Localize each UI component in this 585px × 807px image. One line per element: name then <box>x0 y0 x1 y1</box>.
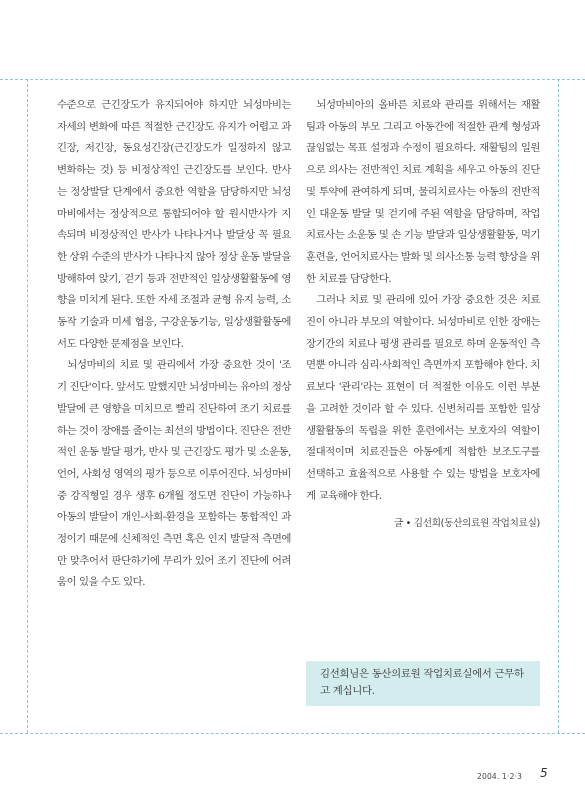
right-dashed-border <box>558 79 559 733</box>
issue-date: 2004. 1·2·3 <box>477 772 523 781</box>
paragraph: 뇌성마비의 치료 및 관리에서 가장 중요한 것이 '조기 진단'이다. 앞서도 말했지만 뇌성마비는 유아의 정상 발달에 큰 영향을 미치므로 빨리 진단하여 조기 치료를 하는 것이 장애를 줄이는 최선의 방법이다. 진단은 전반적인 운동 발달 평가, 반사 및 근긴장도 평가 및 소운동, 언어, 사회성 영역의 평가 등으로 이루어진다. 뇌성마비 중 강직형일 경우 생후 6개월 정도면 진단이 가능하나 아동의 발달이 개인-사회-환경을 포함하는 통합적인 과정이기 때문에 신체적인 측면 혹은 인지 발달적 측면에만 맞추어서 판단하기에 무리가 있어 조기 진단에 어려움이 있을 수도 있다. <box>57 359 291 589</box>
top-dashed-border <box>0 79 585 80</box>
bottom-dashed-border <box>0 733 585 734</box>
right-column <box>306 95 540 535</box>
paragraph: 수준으로 근긴장도가 유지되어야 하지만 뇌성마비는 자세의 변화에 따른 적절한 근긴장도 유지가 어렵고 과긴장, 저긴장, 동요성긴장(근긴장도가 일정하지 않고 변화하는 것) 등 비정상적인 근긴장도를 보인다. 반사는 정상발달 단계에서 중요한 역할을 담당하지만 뇌성마비에서는 정상적으로 통합되어야 할 원시반사가 지속되며 비정상적인 반사가 나타나거나 발달상 꼭 필요한 상위 수준의 반사가 나타나지 않아 정상 운동 발달을 방해하여 앉기, 걷기 등과 전반적인 일상생활활동에 영향을 미치게 된다. 또한 자세 조절과 균형 유지 능력, 소동작 기술과 미세 협응, 구강운동기능, 일상생활활동에서도 다양한 문제점을 보인다. <box>57 99 291 350</box>
paragraph: 뇌성마비아의 올바른 치료와 관리를 위해서는 재활팀과 아동의 부모 그리고 아동간에 적절한 관계 형성과 끊임없는 목표 설정과 수정이 필요하다. 재활팀의 일원으로 의사는 전반적인 치료 계획을 세우고 아동의 진단 및 투약에 관여하게 되며, 물리치료사는 아동의 전반적인 대운동 발달 및 걷기에 주된 역할을 담당하며, 작업치료사는 소운동 및 손 기능 발달과 일상생활활동, 먹기 훈련을, 언어치료사는 발화 및 의사소통 능력 향상을 위한 치료를 담당한다. <box>306 99 540 285</box>
author-note-box: 김선희님은 동산의료원 작업치료실에서 근무하고 계십니다. <box>306 661 540 706</box>
page-number: 5 <box>540 766 548 780</box>
left-dashed-border <box>27 79 28 733</box>
article-byline: 글 • 김선희(동산의료원 작업치료실) <box>393 518 540 530</box>
left-column <box>57 95 291 594</box>
paragraph: 그러나 치료 및 관리에 있어 가장 중요한 것은 치료진이 아니라 부모의 역할이다. 뇌성마비로 인한 장애는 장기간의 치료나 평생 관리를 필요로 하며 운동적인 측면뿐 아니라 심리·사회적인 측면까지 포함해야 한다. 치료보다 '관리'라는 표현이 더 적절한 이유도 이런 부분을 고려한 것이라 할 수 있다. 신변처리를 포함한 일상생활활동의 독립을 위한 훈련에서는 보호자의 역할이 절대적이며 치료진들은 아동에게 적합한 보조도구를 선택하고 효율적으로 사용할 수 있는 방법을 보호자에게 교육해야 한다. <box>306 294 540 502</box>
